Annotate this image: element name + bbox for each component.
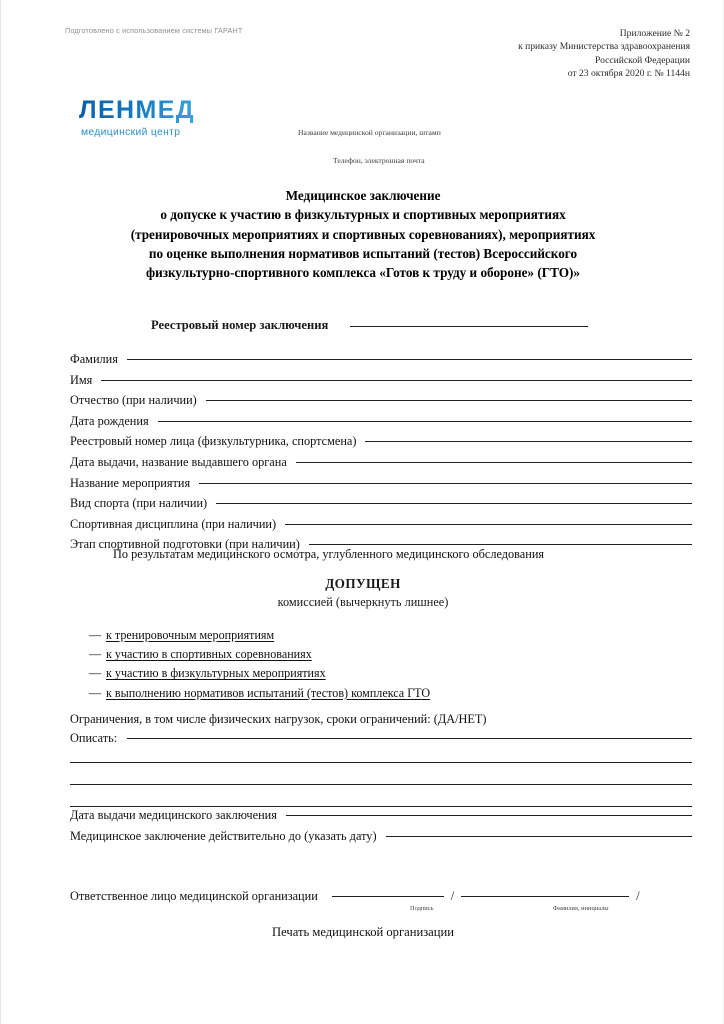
field-label-training-stage: Этап спортивной подготовки (при наличии) — [70, 537, 300, 552]
logo-wordmark: ЛЕНМЕД — [79, 98, 237, 123]
field-row-person-registry-number — [70, 434, 692, 455]
title-line-2: о допуске к участию в физкультурных и спортивных мероприятиях — [160, 207, 566, 223]
option-label-sport-competitions: к участию в спортивных соревнованиях — [106, 647, 312, 662]
responsible-person-label: Ответственное лицо медицинской организации — [70, 889, 318, 903]
signature-slash: / — [450, 889, 455, 903]
field-label-person-registry-number: Реестровый номер лица (физкультурника, спортсмена) — [70, 434, 357, 449]
registry-number-input[interactable] — [350, 326, 588, 327]
restrictions-blank-line-3[interactable] — [70, 806, 692, 807]
title-line-1: Медицинское заключение — [285, 188, 441, 203]
verdict-subheading: комиссией (вычеркнуть лишнее) — [277, 595, 449, 609]
full-name-input[interactable] — [461, 896, 629, 897]
option-label-physical-culture-events: к участию в физкультурных мероприятиях — [106, 666, 326, 681]
lenmed-logo — [79, 98, 237, 138]
appendix-reference-block — [518, 27, 690, 81]
field-input-firstname[interactable] — [101, 380, 692, 381]
field-label-birthdate: Дата рождения — [70, 413, 149, 428]
registry-number-label: Реестровый номер заключения — [151, 318, 329, 332]
option-label-gto-norms: к выполнению нормативов испытаний (тестов) комплекса ГТО — [106, 685, 431, 700]
option-sport-competitions[interactable] — [89, 647, 430, 666]
registry-number-row — [151, 318, 621, 333]
title-line-3: (тренировочных мероприятиях и спортивных соревнованиях), мероприятиях — [130, 226, 596, 242]
phone-email-caption: Телефон, электронная почта — [333, 156, 425, 165]
form-fields — [70, 352, 692, 558]
field-row-patronymic — [70, 393, 692, 414]
restrictions-describe-row — [70, 731, 692, 746]
garant-system-note: Подготовлено с использованием системы ГАРАНТ — [65, 26, 243, 35]
field-row-issue-authority — [70, 455, 692, 476]
em-dash-icon: — — [89, 666, 102, 681]
field-label-sport-discipline: Спортивная дисциплина (при наличии) — [70, 516, 277, 531]
field-row-sport-discipline — [70, 517, 692, 538]
field-row-valid-until — [70, 829, 692, 850]
em-dash-icon: — — [89, 647, 102, 662]
admission-options-list — [89, 628, 430, 705]
field-label-issue-authority: Дата выдачи, название выдавшего органа — [70, 454, 287, 469]
appendix-line-1: Приложение № 2 — [619, 28, 690, 39]
em-dash-icon: — — [89, 685, 102, 700]
field-input-sport-discipline[interactable] — [285, 524, 692, 525]
field-label-surname: Фамилия — [70, 352, 118, 366]
field-input-training-stage[interactable] — [309, 544, 692, 545]
restrictions-describe-input[interactable] — [127, 738, 692, 739]
field-row-sport-type — [70, 496, 692, 517]
field-input-patronymic[interactable] — [206, 400, 692, 401]
signature-tail-slash: / — [636, 889, 640, 903]
field-label-firstname: Имя — [70, 372, 93, 387]
field-row-event-name — [70, 476, 692, 497]
appendix-line-3: Российской Федерации — [595, 54, 690, 66]
signature-input[interactable] — [332, 896, 444, 897]
restrictions-blank-line-2[interactable] — [70, 784, 692, 785]
field-input-person-registry-number[interactable] — [365, 441, 692, 442]
verdict-heading: ДОПУЩЕН — [325, 576, 401, 591]
logo-subtitle: медицинский центр — [81, 127, 181, 138]
field-input-valid-until[interactable] — [386, 836, 692, 837]
field-row-surname — [70, 352, 692, 373]
restrictions-blank-line-1[interactable] — [70, 762, 692, 763]
field-label-event-name: Название мероприятия — [70, 475, 191, 490]
field-label-patronymic: Отчество (при наличии) — [70, 393, 197, 408]
date-fields — [70, 808, 692, 850]
field-input-issue-date[interactable] — [286, 815, 692, 816]
signature-caption: Подпись — [410, 905, 434, 912]
appendix-line-2: к приказу Министерства здравоохранения — [518, 41, 690, 53]
restrictions-title: Ограничения, в том числе физических нагрузок, сроки ограничений: (ДА/НЕТ) — [70, 712, 487, 726]
option-training-events[interactable] — [89, 628, 430, 647]
examination-results-text: По результатам медицинского осмотра, углубленного медицинского обследования — [113, 547, 545, 561]
organization-name-caption: Название медицинской организации, штамп — [298, 128, 441, 137]
organization-stamp-line: Печать медицинской организации — [272, 925, 454, 939]
option-physical-culture-events[interactable] — [89, 666, 430, 685]
option-gto-norms[interactable] — [89, 686, 430, 705]
field-label-valid-until: Медицинское заключение действительно до (указать дату) — [70, 829, 377, 843]
em-dash-icon: — — [89, 628, 102, 642]
field-label-issue-date: Дата выдачи медицинского заключения — [70, 808, 277, 822]
title-line-5: физкультурно-спортивного комплекса «Готов к труду и обороне» (ГТО)» — [146, 265, 580, 281]
field-input-sport-type[interactable] — [216, 503, 692, 504]
document-title — [63, 186, 663, 282]
field-input-issue-authority[interactable] — [296, 462, 692, 463]
appendix-line-4: от 23 октября 2020 г. № 1144н — [567, 68, 690, 80]
field-input-event-name[interactable] — [199, 483, 692, 484]
restrictions-describe-label: Описать: — [70, 731, 118, 745]
field-row-birthdate — [70, 414, 692, 435]
option-label-training-events: к тренировочным мероприятиям — [106, 628, 275, 642]
responsible-person-row — [70, 889, 692, 904]
field-row-issue-date — [70, 808, 692, 829]
field-row-firstname — [70, 373, 692, 394]
full-name-caption: Фамилия, инициалы — [553, 905, 609, 912]
field-label-sport-type: Вид спорта (при наличии) — [70, 496, 208, 511]
title-line-4: по оценке выполнения нормативов испытаний (тестов) Всероссийского — [148, 245, 578, 261]
field-input-surname[interactable] — [127, 359, 692, 360]
field-input-birthdate[interactable] — [158, 421, 692, 422]
